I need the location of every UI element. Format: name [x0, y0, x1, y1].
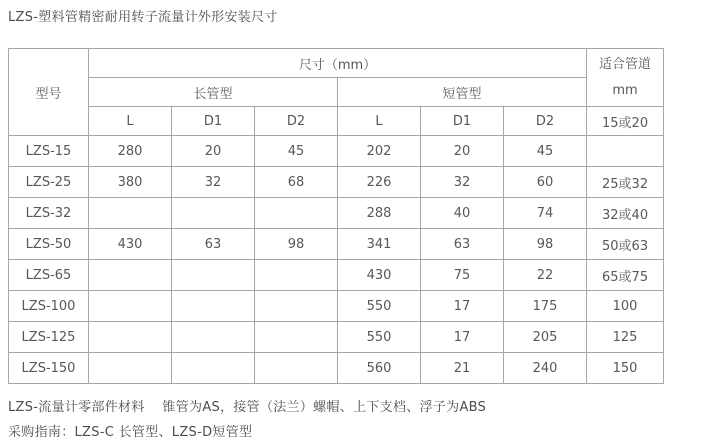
table-row	[9, 322, 664, 353]
table-cell: 75	[421, 260, 504, 291]
table-body	[9, 136, 664, 384]
table-cell: 63	[421, 229, 504, 260]
model-cell: LZS-25	[9, 167, 89, 198]
table-row	[9, 198, 664, 229]
table-row	[9, 167, 664, 198]
table-cell	[89, 322, 172, 353]
table-cell: 430	[338, 260, 421, 291]
model-cell: LZS-65	[9, 260, 89, 291]
table-row	[9, 229, 664, 260]
table-cell	[172, 260, 255, 291]
table-cell	[255, 322, 338, 353]
table-cell	[172, 198, 255, 229]
table-cell: 20	[172, 136, 255, 167]
table-cell: 240	[504, 353, 587, 384]
table-cell: 22	[504, 260, 587, 291]
table-cell: 20	[421, 136, 504, 167]
table-cell: 550	[338, 291, 421, 322]
materials-note: LZS-流量计零部件材料 锥管为AS，接管（法兰）螺帽、上下支档、浮子为ABS	[8, 400, 487, 415]
model-cell: LZS-150	[9, 353, 89, 384]
table-cell: 50或63	[587, 229, 664, 260]
table-cell: 125	[587, 322, 664, 353]
header-size-group: 尺寸（mm）	[89, 49, 587, 78]
table-cell: 74	[504, 198, 587, 229]
table-row	[9, 260, 664, 291]
header-fit-pipe	[587, 49, 664, 107]
header-short-type: 短管型	[338, 78, 587, 107]
header-sub-col: D2	[255, 107, 338, 136]
table-cell: 560	[338, 353, 421, 384]
model-cell: LZS-32	[9, 198, 89, 229]
model-cell: LZS-15	[9, 136, 89, 167]
table-cell: 68	[255, 167, 338, 198]
table-cell	[89, 260, 172, 291]
header-fit-pipe-first: 15或20	[587, 107, 664, 136]
table-cell: 175	[504, 291, 587, 322]
header-sub-col: D2	[504, 107, 587, 136]
table-cell: 45	[504, 136, 587, 167]
dimensions-table	[8, 48, 664, 384]
table-cell	[255, 260, 338, 291]
table-cell: 32	[172, 167, 255, 198]
table-cell: 288	[338, 198, 421, 229]
table-cell: 17	[421, 322, 504, 353]
table-cell: 98	[504, 229, 587, 260]
table-cell: 32	[421, 167, 504, 198]
table-cell: 380	[89, 167, 172, 198]
table-cell: 45	[255, 136, 338, 167]
header-fit-pipe-line1: 适合管道	[599, 56, 652, 72]
table-cell	[255, 198, 338, 229]
model-cell: LZS-125	[9, 322, 89, 353]
purchase-guide-note: 采购指南：LZS-C 长管型、LZS-D短管型	[8, 425, 253, 440]
table-cell: 205	[504, 322, 587, 353]
header-sub-col: D1	[421, 107, 504, 136]
header-sub-col: D1	[172, 107, 255, 136]
table-row	[9, 353, 664, 384]
table-cell	[255, 353, 338, 384]
table-cell	[172, 291, 255, 322]
header-sub-col: L	[338, 107, 421, 136]
table-cell	[89, 291, 172, 322]
table-cell: 100	[587, 291, 664, 322]
header-row-1	[9, 49, 664, 78]
table-cell: 25或32	[587, 167, 664, 198]
table-cell: 17	[421, 291, 504, 322]
header-model: 型号	[9, 49, 89, 136]
table-cell: 430	[89, 229, 172, 260]
table-cell: 32或40	[587, 198, 664, 229]
table-cell: 65或75	[587, 260, 664, 291]
table-cell	[172, 322, 255, 353]
table-cell: 550	[338, 322, 421, 353]
table-cell: 202	[338, 136, 421, 167]
table-cell: 40	[421, 198, 504, 229]
header-sub-col: L	[89, 107, 172, 136]
header-fit-pipe-line2: mm	[612, 82, 638, 98]
header-row-3	[9, 107, 664, 136]
table-cell: 60	[504, 167, 587, 198]
table-cell: 98	[255, 229, 338, 260]
page-title: LZS-塑料管精密耐用转子流量计外形安装尺寸	[8, 10, 278, 25]
model-cell: LZS-100	[9, 291, 89, 322]
model-cell: LZS-50	[9, 229, 89, 260]
table-row	[9, 136, 664, 167]
table-cell: 150	[587, 353, 664, 384]
table-cell: 280	[89, 136, 172, 167]
header-row-2	[9, 78, 664, 107]
table-header	[9, 49, 664, 136]
table-cell: 226	[338, 167, 421, 198]
header-long-type: 长管型	[89, 78, 338, 107]
table-cell	[587, 136, 664, 167]
table-cell	[89, 198, 172, 229]
table-cell	[255, 291, 338, 322]
table-cell: 63	[172, 229, 255, 260]
table-row	[9, 291, 664, 322]
table-cell: 21	[421, 353, 504, 384]
table-cell	[172, 353, 255, 384]
table-cell: 341	[338, 229, 421, 260]
table-cell	[89, 353, 172, 384]
